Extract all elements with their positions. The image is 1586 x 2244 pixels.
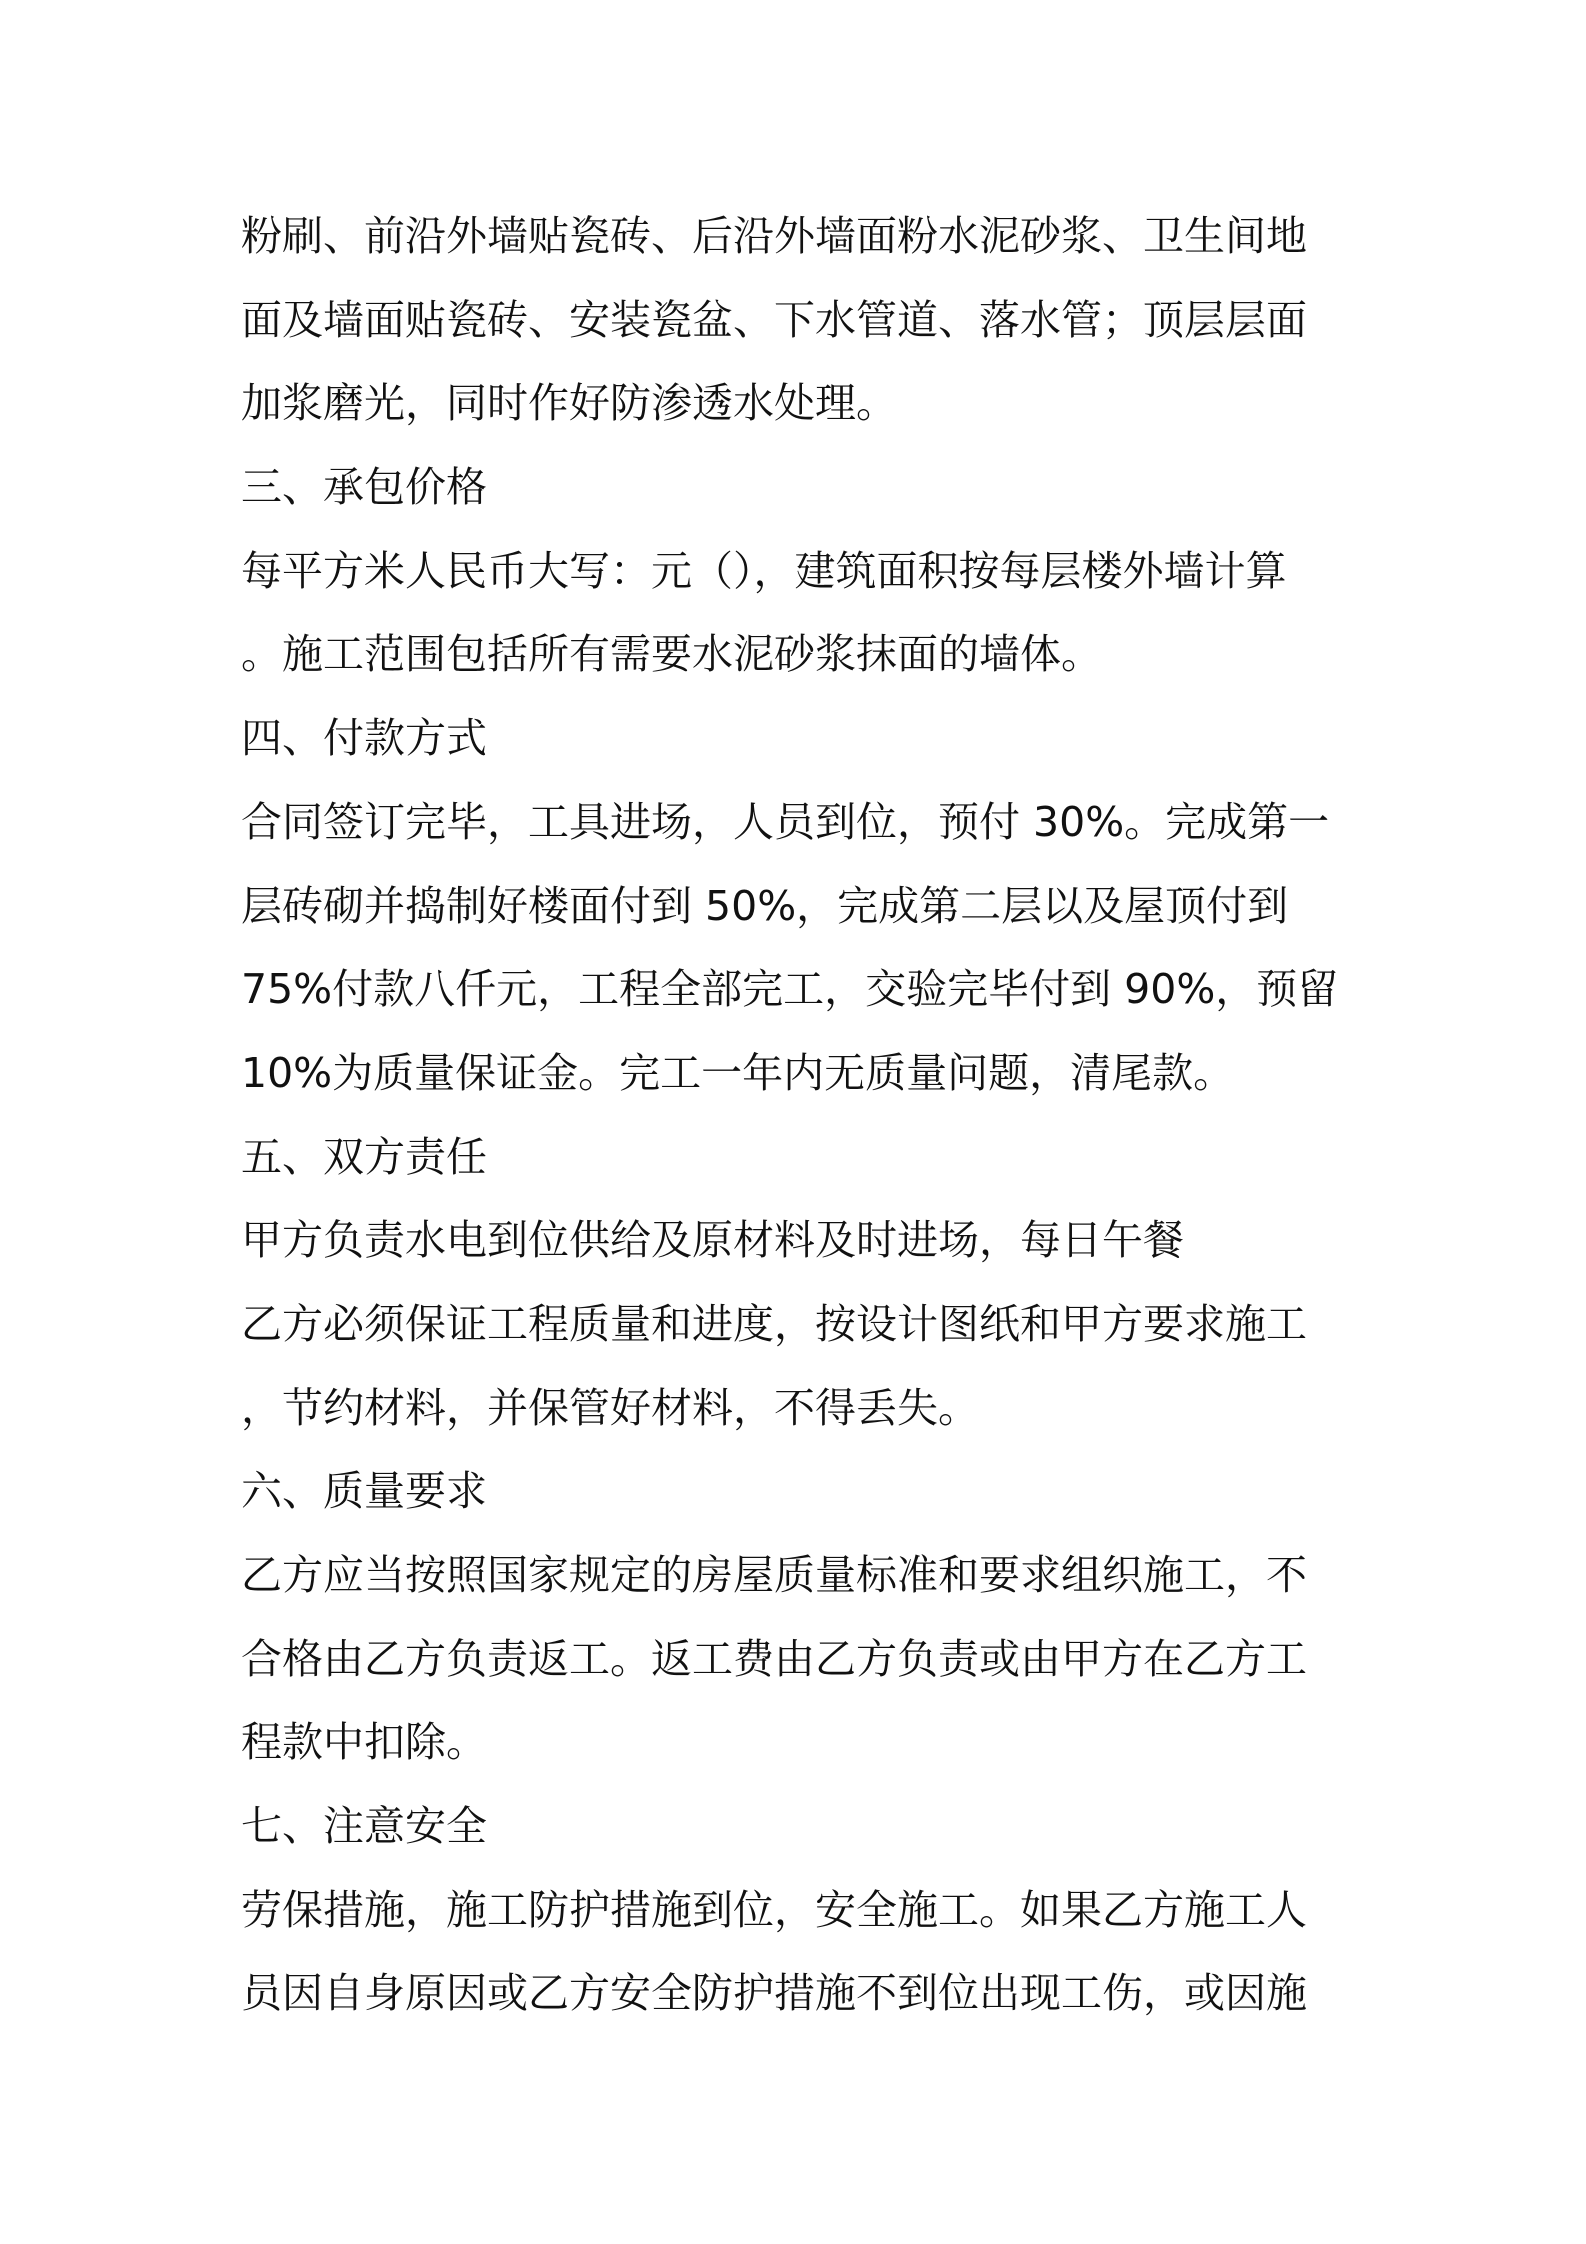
text-line: 面及墙面贴瓷砖、安装瓷盆、下水管道、落水管；顶层层面 [241,295,1307,344]
text-line: 加浆磨光，同时作好防渗透水处理。 [241,379,897,428]
text-line: 乙方应当按照国家规定的房屋质量标准和要求组织施工，不 [241,1551,1307,1599]
text-line: 75%付款八仟元，工程全部完工，交验完毕付到 90%，预留 [241,965,1339,1014]
section-heading-pricing: 三、承包价格 [241,463,487,512]
section-heading-quality: 六、质量要求 [241,1467,487,1516]
section-heading-safety: 七、注意安全 [241,1802,487,1851]
text-line: 粉刷、前沿外墙贴瓷砖、后沿外墙面粉水泥砂浆、卫生间地 [241,212,1307,260]
text-line: 层砖砌并捣制好楼面付到 50%，完成第二层以及屋顶付到 [241,881,1289,930]
text-line: 甲方负责水电到位供给及原材料及时进场，每日午餐 [241,1216,1184,1265]
section-heading-payment: 四、付款方式 [241,714,487,763]
text-line: 劳保措施，施工防护措施到位，安全施工。如果乙方施工人 [241,1885,1307,1934]
text-line: 合格由乙方负责返工。返工费由乙方负责或由甲方在乙方工 [241,1634,1307,1683]
text-line: 合同签订完毕，工具进场，人员到位，预付 30%。完成第一 [241,797,1330,846]
text-line: 员因自身原因或乙方安全防护措施不到位出现工伤，或因施 [241,1969,1307,2018]
text-line: 乙方必须保证工程质量和进度，按设计图纸和甲方要求施工 [241,1299,1307,1348]
text-line: 程款中扣除。 [241,1718,487,1767]
section-heading-responsibilities: 五、双方责任 [241,1132,487,1181]
text-line: ，节约材料，并保管好材料，不得丢失。 [241,1383,979,1432]
text-line: 每平方米人民币大写：元（），建筑面积按每层楼外墙计算 [241,546,1287,595]
contract-text-body [241,195,1361,2036]
text-line: 。施工范围包括所有需要水泥砂浆抹面的墙体。 [241,630,1102,679]
text-line: 10%为质量保证金。完工一年内无质量问题，清尾款。 [241,1048,1235,1097]
